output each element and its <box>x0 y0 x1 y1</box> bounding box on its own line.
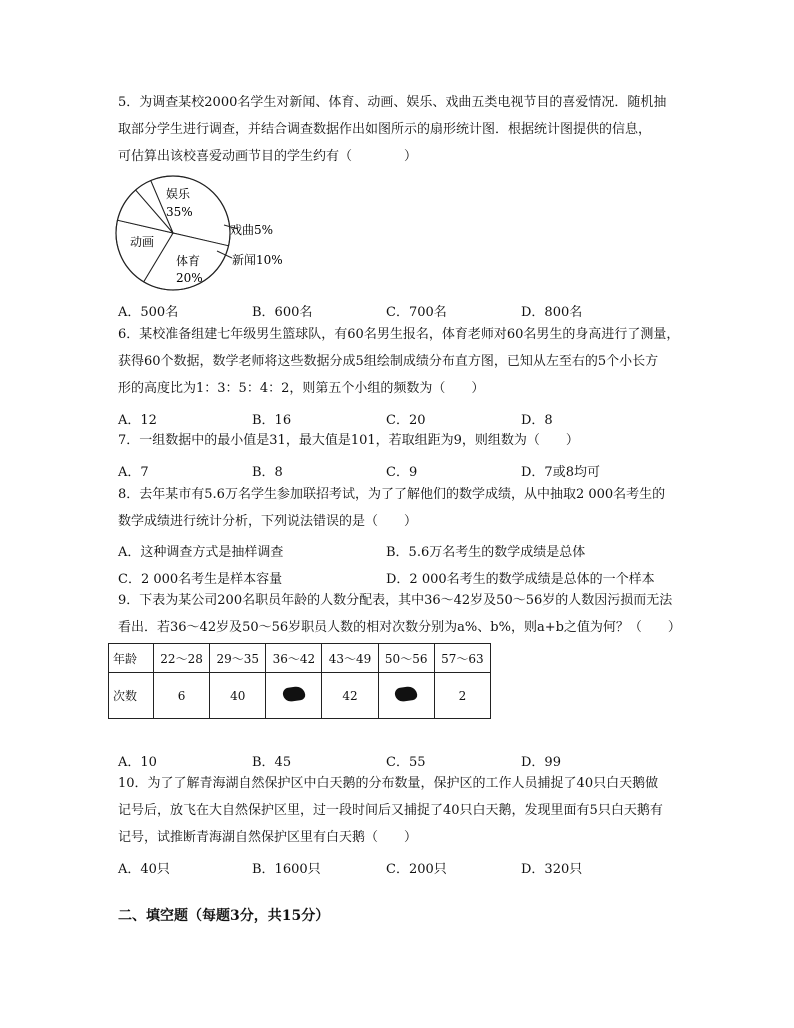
q8-option-b[interactable]: B．5.6万名考生的数学成绩是总体 <box>386 545 586 560</box>
table-cell-smudged <box>378 673 434 719</box>
table-row-count <box>109 673 491 719</box>
label-tiyu-name: 体育 <box>176 254 201 268</box>
q6-option-d[interactable]: D．8 <box>521 413 553 428</box>
label-xiqu: 戏曲5% <box>230 223 274 237</box>
table-header-count: 次数 <box>109 673 154 719</box>
pie-chart <box>112 168 312 298</box>
q6-line1: 6．某校准备组建七年级男生篮球队，有60名男生报名，体育老师对60名男生的身高进行了测量， <box>118 327 680 342</box>
q7-option-a[interactable]: A．7 <box>118 465 149 480</box>
q6-line3: 形的高度比为1：3：5：4：2，则第五个小组的频数为（ ） <box>118 381 485 396</box>
q10-line3: 记号，试推断青海湖自然保护区里有白天鹅（ ） <box>118 830 418 845</box>
q9-option-a[interactable]: A．10 <box>118 755 157 770</box>
q5-line1: 5．为调查某校2000名学生对新闻、体育、动画、娱乐、戏曲五类电视节目的喜爱情况．随机抽 <box>118 95 667 110</box>
q7-options <box>0 461 794 480</box>
q8-options-row1 <box>0 541 794 560</box>
q7-option-d[interactable]: D．7或8均可 <box>521 465 600 480</box>
table-cell-range: 22～28 <box>154 644 210 673</box>
label-yule-name: 娱乐 <box>166 187 191 201</box>
table-cell-count: 6 <box>154 673 210 719</box>
table-cell-count: 42 <box>322 673 378 719</box>
section-heading-fill-in: 二、填空题（每题3分，共15分） <box>118 908 330 924</box>
q9-line1: 9．下表为某公司200名职员年龄的人数分配表，其中36～42岁及50～56岁的人数因污损而无法 <box>118 593 673 608</box>
q10-option-c[interactable]: C．200只 <box>386 862 447 877</box>
q5-option-b[interactable]: B．600名 <box>252 305 313 320</box>
q8-option-c[interactable]: C．2 000名考生是样本容量 <box>118 572 283 587</box>
table-header-age: 年龄 <box>109 644 154 673</box>
q6-option-b[interactable]: B．16 <box>252 413 292 428</box>
q6-option-a[interactable]: A．12 <box>118 413 157 428</box>
label-donghua: 动画 <box>130 235 155 249</box>
q9-option-d[interactable]: D．99 <box>521 755 561 770</box>
q9-option-b[interactable]: B．45 <box>252 755 292 770</box>
q9-options <box>0 751 794 770</box>
table-cell-range: 43～49 <box>322 644 378 673</box>
q10-option-b[interactable]: B．1600只 <box>252 862 321 877</box>
q5-option-a[interactable]: A．500名 <box>118 305 179 320</box>
ink-smudge <box>282 686 306 703</box>
q7-option-c[interactable]: C．9 <box>386 465 418 480</box>
table-row-age <box>109 644 491 673</box>
table-cell-range: 57～63 <box>434 644 490 673</box>
ink-smudge <box>394 686 418 703</box>
table-cell-smudged <box>266 673 322 719</box>
q5-options <box>0 301 794 320</box>
table-cell-count: 40 <box>210 673 266 719</box>
age-distribution-table <box>108 643 491 719</box>
q8-line1: 8．去年某市有5.6万名学生参加联招考试，为了了解他们的数学成绩，从中抽取2 000名考生的 <box>118 487 666 502</box>
label-xinwen: 新闻10% <box>232 253 283 267</box>
q5-option-d[interactable]: D．800名 <box>521 305 583 320</box>
q10-line1: 10．为了了解青海湖自然保护区中白天鹅的分布数量，保护区的工作人员捕捉了40只白天鹅做 <box>118 776 659 791</box>
table-cell-range: 50～56 <box>378 644 434 673</box>
q7-line1: 7．一组数据中的最小值是31，最大值是101，若取组距为9，则组数为（ ） <box>118 433 579 448</box>
q10-option-a[interactable]: A．40只 <box>118 862 170 877</box>
q7-option-b[interactable]: B．8 <box>252 465 283 480</box>
q10-options <box>0 858 794 877</box>
q10-line2: 记号后，放飞在大自然保护区里，过一段时间后又捕捉了40只白天鹅，发现里面有5只白天鹅有 <box>118 803 663 818</box>
q5-line3: 可估算出该校喜爱动画节目的学生约有（ ） <box>118 149 418 164</box>
label-tiyu-pct: 20% <box>176 271 203 285</box>
q6-option-c[interactable]: C．20 <box>386 413 426 428</box>
label-yule-pct: 35% <box>166 205 193 219</box>
q6-line2: 获得60个数据，数学老师将这些数据分成5组绘制成绩分布直方图，已知从左至右的5个小长方 <box>118 354 659 369</box>
table-cell-count: 2 <box>434 673 490 719</box>
q8-option-d[interactable]: D．2 000名考生的数学成绩是总体的一个样本 <box>386 572 655 587</box>
q10-option-d[interactable]: D．320只 <box>521 862 583 877</box>
q9-option-c[interactable]: C．55 <box>386 755 426 770</box>
table-cell-range: 36～42 <box>266 644 322 673</box>
q8-option-a[interactable]: A．这种调查方式是抽样调查 <box>118 545 284 560</box>
q5-option-c[interactable]: C．700名 <box>386 305 447 320</box>
q8-line2: 数学成绩进行统计分析，下列说法错误的是（ ） <box>118 514 418 529</box>
q9-line2: 看出．若36～42岁及50～56岁职员人数的相对次数分别为a%、b%，则a+b之值为何？（ ） <box>118 620 681 635</box>
q5-line2: 取部分学生进行调查，并结合调查数据作出如图所示的扇形统计图．根据统计图提供的信息， <box>118 122 652 137</box>
q6-options <box>0 409 794 428</box>
table-cell-range: 29～35 <box>210 644 266 673</box>
q8-options-row2 <box>0 568 794 587</box>
